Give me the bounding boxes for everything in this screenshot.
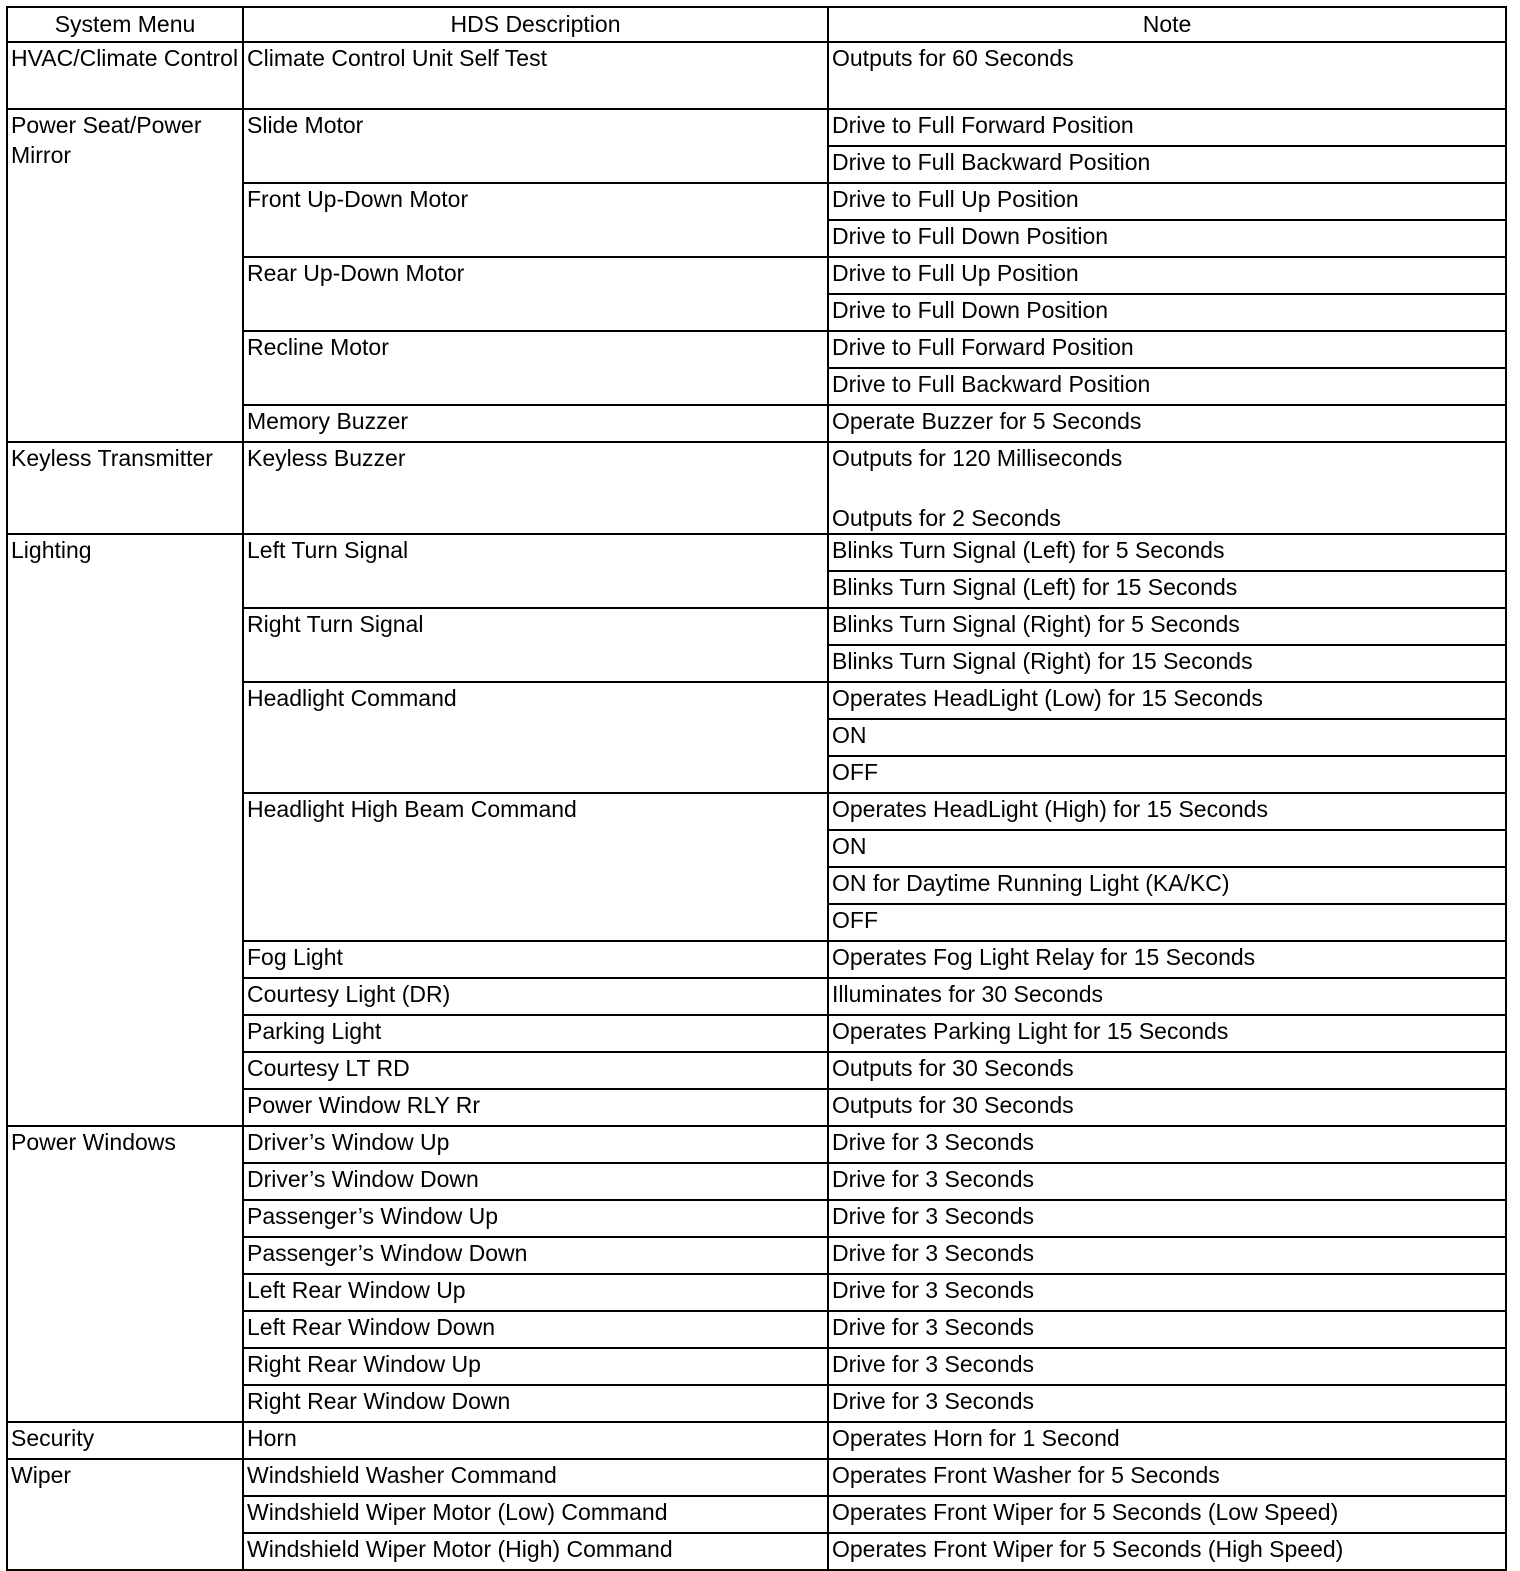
hds-description-cell: Courtesy LT RD	[243, 1052, 828, 1089]
table-row	[7, 42, 1506, 109]
hds-description-cell: Slide Motor	[243, 109, 828, 183]
hds-description-cell: Power Window RLY Rr	[243, 1089, 828, 1126]
note-cell: OFF	[828, 904, 1506, 941]
note-cell: Drive to Full Down Position	[828, 220, 1506, 257]
note-cell: ON	[828, 719, 1506, 756]
hds-description-cell: Keyless Buzzer	[243, 442, 828, 534]
system-menu-cell: Lighting	[7, 534, 243, 1126]
hds-description-cell: Windshield Washer Command	[243, 1459, 828, 1496]
table-row	[7, 1422, 1506, 1459]
note-cell: ON	[828, 830, 1506, 867]
table-row	[7, 534, 1506, 571]
note-cell: Illuminates for 30 Seconds	[828, 978, 1506, 1015]
table-row	[7, 1126, 1506, 1163]
note-cell: Operates Front Wiper for 5 Seconds (High Speed)	[828, 1533, 1506, 1570]
hds-description-cell: Passenger’s Window Up	[243, 1200, 828, 1237]
system-menu-cell: Keyless Transmitter	[7, 442, 243, 534]
note-cell: Operates Horn for 1 Second	[828, 1422, 1506, 1459]
note-cell: Blinks Turn Signal (Right) for 15 Seconds	[828, 645, 1506, 682]
note-cell: Drive to Full Down Position	[828, 294, 1506, 331]
hds-description-cell: Passenger’s Window Down	[243, 1237, 828, 1274]
hds-description-cell: Right Turn Signal	[243, 608, 828, 682]
note-cell: Drive for 3 Seconds	[828, 1200, 1506, 1237]
hds-description-cell: Left Rear Window Up	[243, 1274, 828, 1311]
note-cell: Drive to Full Backward Position	[828, 146, 1506, 183]
hds-description-cell: Right Rear Window Up	[243, 1348, 828, 1385]
system-menu-cell: Security	[7, 1422, 243, 1459]
hds-description-cell: Fog Light	[243, 941, 828, 978]
note-cell: Drive for 3 Seconds	[828, 1274, 1506, 1311]
header-hds-description: HDS Description	[243, 7, 828, 42]
note-cell: Drive to Full Up Position	[828, 257, 1506, 294]
system-menu-cell: Power Windows	[7, 1126, 243, 1422]
hds-description-cell: Parking Light	[243, 1015, 828, 1052]
hds-description-cell: Recline Motor	[243, 331, 828, 405]
header-row	[7, 7, 1506, 42]
note-cell: Outputs for 30 Seconds	[828, 1052, 1506, 1089]
hds-description-cell: Windshield Wiper Motor (High) Command	[243, 1533, 828, 1570]
note-cell: OFF	[828, 756, 1506, 793]
note-cell: Outputs for 60 Seconds	[828, 42, 1506, 109]
note-cell: Blinks Turn Signal (Right) for 5 Seconds	[828, 608, 1506, 645]
header-system-menu: System Menu	[7, 7, 243, 42]
note-cell: Operates Parking Light for 15 Seconds	[828, 1015, 1506, 1052]
note-cell: Blinks Turn Signal (Left) for 5 Seconds	[828, 534, 1506, 571]
note-cell: Drive for 3 Seconds	[828, 1237, 1506, 1274]
note-cell: Operates HeadLight (Low) for 15 Seconds	[828, 682, 1506, 719]
note-cell: Drive to Full Forward Position	[828, 109, 1506, 146]
system-menu-cell: Power Seat/Power Mirror	[7, 109, 243, 442]
hds-description-cell: Headlight High Beam Command	[243, 793, 828, 941]
note-cell: Drive to Full Backward Position	[828, 368, 1506, 405]
system-menu-cell: HVAC/Climate Control	[7, 42, 243, 109]
hds-description-cell: Left Turn Signal	[243, 534, 828, 608]
note-cell: Drive to Full Forward Position	[828, 331, 1506, 368]
note-cell: Operates Front Wiper for 5 Seconds (Low Speed)	[828, 1496, 1506, 1533]
hds-description-cell: Memory Buzzer	[243, 405, 828, 442]
note-cell: Blinks Turn Signal (Left) for 15 Seconds	[828, 571, 1506, 608]
note-cell: Drive to Full Up Position	[828, 183, 1506, 220]
hds-description-cell: Horn	[243, 1422, 828, 1459]
hds-description-cell: Windshield Wiper Motor (Low) Command	[243, 1496, 828, 1533]
hds-description-cell: Left Rear Window Down	[243, 1311, 828, 1348]
note-cell: Outputs for 120 Milliseconds Outputs for 2 Seconds	[828, 442, 1506, 534]
note-cell: Outputs for 30 Seconds	[828, 1089, 1506, 1126]
note-cell: ON for Daytime Running Light (KA/KC)	[828, 867, 1506, 904]
hds-description-cell: Headlight Command	[243, 682, 828, 793]
table-row	[7, 442, 1506, 534]
hds-description-cell: Front Up-Down Motor	[243, 183, 828, 257]
note-cell: Drive for 3 Seconds	[828, 1348, 1506, 1385]
note-cell: Operates HeadLight (High) for 15 Seconds	[828, 793, 1506, 830]
hds-description-cell: Courtesy Light (DR)	[243, 978, 828, 1015]
hds-description-cell: Driver’s Window Down	[243, 1163, 828, 1200]
note-cell: Operates Fog Light Relay for 15 Seconds	[828, 941, 1506, 978]
hds-description-cell: Driver’s Window Up	[243, 1126, 828, 1163]
hds-description-cell: Rear Up-Down Motor	[243, 257, 828, 331]
note-cell: Drive for 3 Seconds	[828, 1385, 1506, 1422]
system-menu-cell: Wiper	[7, 1459, 243, 1570]
note-cell: Drive for 3 Seconds	[828, 1126, 1506, 1163]
header-note: Note	[828, 7, 1506, 42]
hds-test-table	[6, 6, 1507, 1571]
table-row	[7, 1459, 1506, 1496]
note-cell: Drive for 3 Seconds	[828, 1163, 1506, 1200]
table-row	[7, 109, 1506, 146]
hds-description-cell: Right Rear Window Down	[243, 1385, 828, 1422]
note-cell: Operates Front Washer for 5 Seconds	[828, 1459, 1506, 1496]
note-cell: Operate Buzzer for 5 Seconds	[828, 405, 1506, 442]
note-cell: Drive for 3 Seconds	[828, 1311, 1506, 1348]
hds-description-cell: Climate Control Unit Self Test	[243, 42, 828, 109]
